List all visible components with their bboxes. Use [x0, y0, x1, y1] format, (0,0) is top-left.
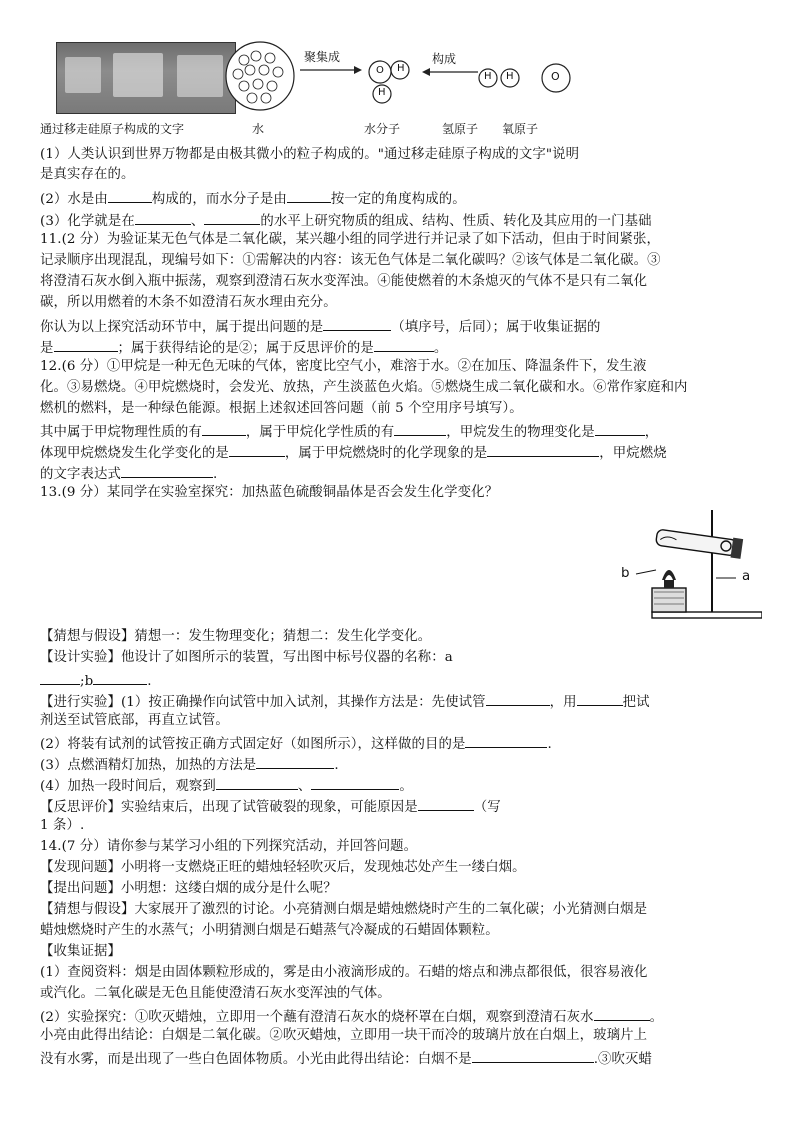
particle-figure [40, 38, 580, 138]
q11-answer-line2: 是 ；属于获得结论的是②；属于反思评价的是 。 [40, 337, 447, 358]
answer-blank[interactable] [472, 1048, 594, 1063]
answer-blank[interactable] [374, 337, 434, 352]
water-caption: 水 [252, 122, 265, 136]
h-atom-letter-2: H [506, 71, 514, 82]
arrow-label-compose: 构成 [432, 52, 457, 66]
answer-blank[interactable] [287, 188, 331, 203]
q12-answer-line1: 其中属于甲烷物理性质的有 ，属于甲烷化学性质的有 ，甲烷发生的物理变化是 ， [40, 421, 658, 442]
molecule-o-letter: O [376, 65, 384, 76]
answer-blank[interactable] [418, 796, 474, 811]
answer-blank[interactable] [465, 733, 547, 748]
q13-design-line: 【设计实验】他设计了如图所示的装置，写出图中标号仪器的名称：a [40, 650, 453, 665]
q13-experiment-line1: 【进行实验】(1）按正确操作向试管中加入试剂，其操作方法是：先使试管 ，用 把试 [40, 691, 650, 712]
answer-blank[interactable] [216, 775, 298, 790]
q13-experiment-line2: 剂送至试管底部，再直立试管。 [40, 713, 229, 728]
q14-experiment-line1: (2）实验探究：①吹灭蜡烛，立即用一个蘸有澄清石灰水的烧杯罩在白烟，观察到澄清石灰水 。 [40, 1006, 663, 1027]
h-atom-caption: 氢原子 [442, 122, 479, 136]
answer-blank[interactable] [108, 188, 152, 203]
answer-blank[interactable] [202, 421, 246, 436]
q13-experiment-line5: (4）加热一段时间后，观察到 、 。 [40, 775, 413, 796]
answer-blank[interactable] [121, 463, 213, 478]
q11-answer-line1: 你认为以上探究活动环节中，属于提出问题的是 （填序号，后同）；属于收集证据的 [40, 316, 600, 337]
answer-blank[interactable] [577, 691, 623, 706]
q12-line3: 燃机的燃料，是一种绿色能源。根据上述叙述回答问题（前 5 个空用序号填写）。 [40, 401, 523, 416]
q11-line4: 碳，所以用燃着的木条不如澄清石灰水理由充分。 [40, 295, 337, 310]
q13-experiment-line4: (3）点燃酒精灯加热，加热的方法是 . [40, 754, 339, 775]
q14-experiment-line2: 小亮由此得出结论：白烟是二氧化碳。②吹灭蜡烛，立即用一块干而冷的玻璃片放在白烟上，玻璃片上 [40, 1028, 648, 1043]
q14-hypothesis-line1: 【猜想与假设】大家展开了激烈的讨论。小亮猜测白烟是蜡烛燃烧时产生的二氧化碳；小光猜测白烟是 [40, 902, 648, 917]
water-molecule-diagram [220, 38, 580, 118]
answer-blank[interactable] [487, 442, 599, 457]
answer-blank[interactable] [311, 775, 399, 790]
q13-hypothesis: 【猜想与假设】猜想一：发生物理变化；猜想二：发生化学变化。 [40, 629, 432, 644]
answer-blank[interactable] [93, 670, 147, 685]
q13-title: 13.(9 分）某同学在实验室探究：加热蓝色硫酸铜晶体是否会发生化学变化？ [40, 485, 499, 500]
q14-evidence-line2: 或汽化。二氧化碳是无色且能使澄清石灰水变浑浊的气体。 [40, 986, 391, 1001]
apparatus-label-a: a [742, 569, 751, 584]
answer-blank[interactable] [40, 670, 80, 685]
answer-blank[interactable] [256, 754, 334, 769]
q11-line1: 11.(2 分）为验证某无色气体是二氧化碳，某兴趣小组的同学进行并记录了如下活动，但由于时间紧张， [40, 232, 660, 247]
q12-answer-line2: 体现甲烷燃烧发生化学变化的是 ，属于甲烷燃烧时的化学现象的是 ，甲烷燃烧 [40, 442, 667, 463]
q13-reflection-line1: 【反思评价】实验结束后，出现了试管破裂的现象，可能原因是 （写 [40, 796, 501, 817]
q10-part1-line1: (1）人类认识到世界万物都是由极其微小的粒子构成的。"通过移走硅原子构成的文字"说明 [40, 147, 580, 162]
apparatus-label-b: b [621, 566, 630, 581]
answer-blank[interactable] [323, 316, 391, 331]
answer-blank[interactable] [595, 421, 645, 436]
q12-line2: 化。③易燃烧。④甲烷燃烧时，会发光、放热，产生淡蓝色火焰。⑤燃烧生成二氧化碳和水。⑥常作家庭和内 [40, 380, 688, 395]
q14-problem: 【发现问题】小明将一支燃烧正旺的蜡烛轻轻吹灭后，发现烛芯处产生一缕白烟。 [40, 860, 526, 875]
q14-hypothesis-line2: 蜡烛燃烧时产生的水蒸气；小明猜测白烟是石蜡蒸气冷凝成的石蜡固体颗粒。 [40, 923, 499, 938]
answer-blank[interactable] [229, 442, 285, 457]
answer-blank[interactable] [594, 1006, 650, 1021]
silicon-atom-text-photo [56, 42, 236, 114]
answer-blank[interactable] [135, 210, 191, 225]
h-atom-letter: H [484, 71, 492, 82]
molecule-caption: 水分子 [364, 122, 401, 136]
answer-blank[interactable] [204, 210, 260, 225]
q13-experiment-line3: (2）将装有试剂的试管按正确方式固定好（如图所示），这样做的目的是 . [40, 733, 552, 754]
q14-evidence-line1: (1）查阅资料：烟是由固体颗粒形成的，雾是由小液滴形成的。石蜡的熔点和沸点都很低，很容易液化 [40, 965, 648, 980]
arrow-label-gather: 聚集成 [304, 50, 341, 64]
answer-blank[interactable] [394, 421, 446, 436]
q14-title: 14.(7 分）请你参与某学习小组的下列探究活动，并回答问题。 [40, 839, 418, 854]
q11-line2: 记录顺序出现混乱，现编号如下：①需解决的内容：该无色气体是二氧化碳吗？②该气体是二氧化碳。③ [40, 253, 661, 268]
photo-caption: 通过移走硅原子构成的文字 [40, 122, 185, 136]
q11-line3: 将澄清石灰水倒入瓶中振荡，观察到澄清石灰水变浑浊。④能使燃着的木条熄灭的气体不是只有二氧化 [40, 274, 648, 289]
q12-answer-line3: 的文字表达式 . [40, 463, 217, 484]
q14-experiment-line3: 没有水雾，而是出现了一些白色固体物质。小光由此得出结论：白烟不是 .③吹灭蜡 [40, 1048, 652, 1069]
molecule-h-letter: H [397, 63, 405, 74]
o-atom-letter: O [551, 70, 560, 83]
q14-evidence-heading: 【收集证据】 [40, 944, 121, 959]
o-atom-caption: 氧原子 [502, 122, 539, 136]
answer-blank[interactable] [486, 691, 550, 706]
q10-part1-line2: 是真实存在的。 [40, 167, 135, 182]
q14-question: 【提出问题】小明想：这缕白烟的成分是什么呢？ [40, 881, 337, 896]
q10-part2-line: (2）水是由 构成的，而水分子是由 按一定的角度构成的。 [40, 188, 466, 209]
molecule-h-letter-2: H [378, 87, 386, 98]
heating-apparatus-figure [612, 504, 762, 624]
q13-design-answer-line: ;b . [40, 670, 152, 691]
q10-part3-line: (3）化学就是在 、 的水平上研究物质的组成、结构、性质、转化及其应用的一门基础 [40, 210, 652, 231]
q13-reflection-line2: 1 条）. [40, 818, 85, 833]
answer-blank[interactable] [54, 337, 118, 352]
q12-line1: 12.(6 分）①甲烷是一种无色无味的气体，密度比空气小，难溶于水。②在加压、降温条件下，发生液 [40, 359, 647, 374]
